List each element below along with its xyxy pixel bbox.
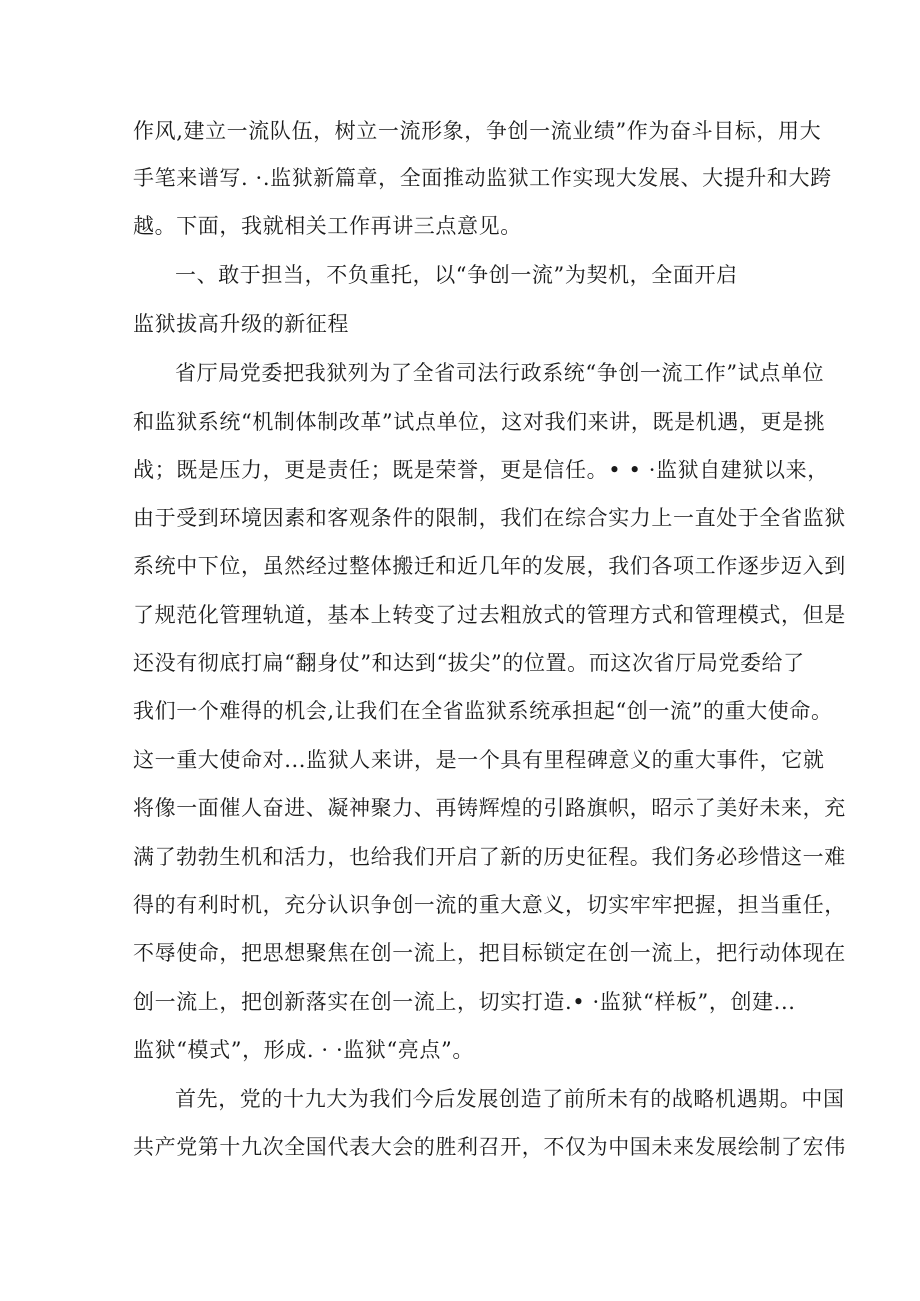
text-line: 不辱使命，把思想聚焦在创一流上，把目标锁定在创一流上，把行动体现在 — [133, 941, 846, 965]
text-line: 监狱“模式”，形成. · ·监狱“亮点”。 — [133, 1038, 474, 1062]
text-line: 得的有利时机，充分认识争创一流的重大意义，切实牢牢把握，担当重任， — [133, 893, 846, 917]
text-line: 我们一个难得的机会,让我们在全省监狱系统承担起“创一流”的重大使命。 — [133, 699, 833, 723]
text-line: 首先，党的十九大为我们今后发展创造了前所未有的战略机遇期。中国 — [175, 1087, 845, 1111]
text-line: 共产党第十九次全国代表大会的胜利召开，不仅为中国未来发展绘制了宏伟 — [133, 1135, 846, 1159]
text-line: 创一流上，把创新落实在创一流上，切实打造.• ·监狱“样板”，创建... — [133, 990, 796, 1014]
text-line: 了规范化管理轨道，基本上转变了过去粗放式的管理方式和管理模式，但是 — [133, 603, 846, 627]
text-line: 系统中下位，虽然经过整体搬迁和近几年的发展，我们各项工作逐步迈入到 — [133, 554, 846, 578]
text-line: 还没有彻底打扁“翻身仗”和达到“拔尖”的位置。而这次省厅局党委给了 — [133, 651, 805, 675]
text-line: 将像一面催人奋进、凝神聚力、再铸辉煌的引路旗帜，昭示了美好未来，充 — [133, 796, 846, 820]
text-line: 越。下面，我就相关工作再讲三点意见。 — [133, 214, 522, 238]
text-line: 由于受到环境因素和客观条件的限制，我们在综合实力上一直处于全省监狱 — [133, 506, 846, 530]
section-heading-line-1: 一、敢于担当，不负重托，以“争创一流”为契机，全面开启 — [175, 263, 738, 287]
section-heading-line-2: 监狱拔高升级的新征程 — [133, 312, 349, 336]
text-line: 省厅局党委把我狱列为了全省司法行政系统“争创一流工作”试点单位 — [175, 361, 825, 385]
text-line: 满了勃勃生机和活力，也给我们开启了新的历史征程。我们务必珍惜这一难 — [133, 845, 846, 869]
text-line: 这一重大使命对...监狱人来讲，是一个具有里程碑意义的重大事件，它就 — [133, 748, 825, 772]
text-line: 手笔来谱写. ·.监狱新篇章，全面推动监狱工作实现大发展、大提升和大跨 — [133, 166, 832, 190]
text-line: 和监狱系统“机制体制改革”试点单位，这对我们来讲，既是机遇，更是挑 — [133, 410, 826, 434]
text-line: 战；既是压力，更是责任；既是荣誉，更是信任。• • ·监狱自建狱以来， — [133, 458, 829, 482]
text-line: 作风,建立一流队伍，树立一流形象，争创一流业绩”作为奋斗目标，用大 — [133, 119, 822, 143]
